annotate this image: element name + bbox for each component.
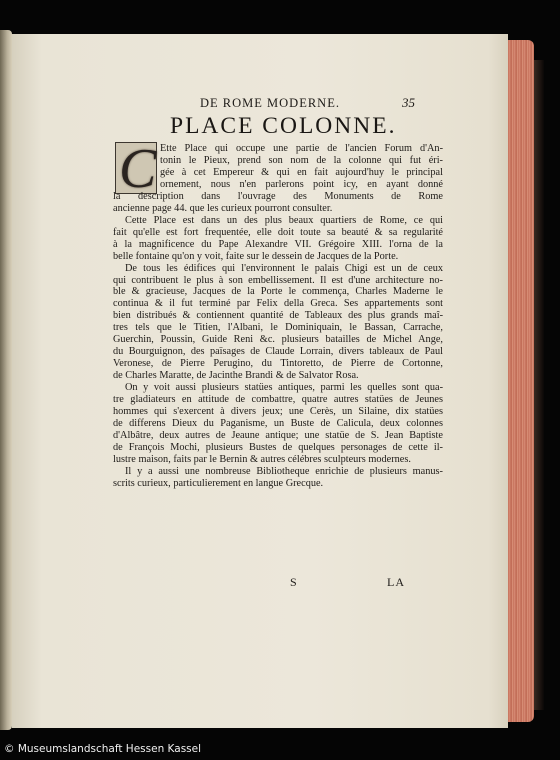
text-line [113, 430, 443, 442]
text-line [113, 263, 443, 275]
text-line [113, 239, 443, 251]
page-title: PLACE COLONNE. [170, 113, 397, 139]
text-line-content: Il y a aussi une nombreuse Bibliotheque enrichie de plusieurs manus- [125, 465, 443, 477]
text-line-content: tonin le Pieux, prend son nom de la colonne qui fut éri- [160, 155, 443, 166]
text-line-content: d'Albâtre, deux autres de Jeaune antique; une statüe de S. Jean Baptiste [113, 429, 443, 441]
text-line-content: la description dans l'ouvrage des Monuments de Rome [113, 190, 443, 202]
text-line [113, 454, 443, 466]
text-line-content: scrits curieux, particulierement en langue Grecque. [113, 477, 324, 489]
signature-mark: S [290, 575, 298, 589]
initial-letter: C [119, 138, 157, 200]
decorated-initial [115, 138, 157, 200]
left-page-edge [0, 30, 12, 730]
catchword: LA [387, 575, 405, 589]
text-line [113, 298, 443, 310]
text-line-content: continua & il fut terminé par Felix della Greca. Ses appartements sont [113, 298, 443, 310]
first-line [160, 143, 443, 155]
text-line [113, 191, 443, 203]
text-line [113, 322, 443, 334]
text-line-content: ble & gracieuse, Jacques de la Porte le commença, Charles Maderne le [113, 286, 443, 298]
text-line [113, 310, 443, 322]
text-line-content: fait qu'elle est fort frequentée, elle doit toute sa beauté & sa regularité [113, 226, 443, 238]
text-line [113, 203, 443, 215]
text-line-content: de François Mochi, plusieurs Bustes de quelques personages de cette il- [113, 441, 443, 453]
text-line [160, 167, 443, 179]
text-line [113, 346, 443, 358]
text-line [113, 442, 443, 454]
text-line-content: tre gladiateurs en attitude de combattre, quatre autres statües de Jeunes [113, 394, 443, 405]
text-line-content: ornement, nous n'en parlerons point icy, en ayant donné [160, 178, 443, 190]
text-line-content: hommes qui s'exercent à divers jeux; une Cerès, un Silaine, dix statües [113, 405, 443, 417]
text-line [113, 394, 443, 406]
copyright-credit: © Museumslandschaft Hessen Kassel [4, 743, 202, 755]
text-line [113, 286, 443, 298]
text-line [113, 334, 443, 346]
page-number: 35 [402, 95, 415, 110]
text-line-content: à la magnificence du Pape Alexandre VII. Grégoire XIII. l'orna de la [113, 238, 443, 250]
text-line-content: Guerchin, Poussin, Guide Reni &c. plusieurs batailles de Michel Ange, [113, 334, 443, 346]
text-line [113, 478, 443, 490]
text-line [113, 406, 443, 418]
text-line-content: Veronese, de Pierre Perugino, du Tintoretto, de Pierre de Cortonne, [113, 358, 443, 370]
text-line-content: de Charles Maratte, de Jacinthe Brandi & de Salvator Rosa. [113, 370, 359, 382]
text-line-content: tres tels que le Titien, l'Albani, le Dominiquain, le Bassan, Carrache, [113, 322, 443, 334]
text-line-content: ancienne page 44. que les curieux pourront consulter. [113, 202, 333, 214]
text-line [113, 251, 443, 263]
text-line [113, 358, 443, 370]
text-line-content: qui contribuent le plus à son embellissement. Il est d'une architecture no- [113, 274, 443, 286]
text-line [113, 382, 443, 394]
text-line-content: On y voit aussi plusieurs statües antiques, parmi les quelles sont qua- [125, 382, 443, 393]
text-line-content: de differens Dieux du Paganisme, un Buste de Calicula, deux colonnes [113, 417, 443, 429]
text-line [113, 370, 443, 382]
text-line [160, 155, 443, 167]
text-line-content: bien distribués & contiennent quantité de Tableaux des plus grands maî- [113, 310, 443, 322]
running-head: DE ROME MODERNE. [200, 96, 340, 110]
text-line-content: belle fontaine qu'on y voit, faite sur le dessein de Jacques de la Porte. [113, 250, 399, 262]
text-line-content: lustre maison, faits par le Bernin & autres célébres sculpteurs modernes. [113, 453, 411, 465]
text-line [113, 227, 443, 239]
text-line-content: du Bourguignon, des païsages de Claude Lorrain, divers tableaux de Paul [113, 346, 443, 358]
text-line [113, 215, 443, 227]
fore-edge-shadow [534, 60, 544, 710]
text-line: Ette Place qui occupe une partie de l'ancien Forum d'An- [160, 143, 443, 154]
text-line-content: gée à cet Empereur & qui en fait aujourd'huy le principal [160, 166, 443, 178]
text-line [113, 275, 443, 287]
text-line [113, 466, 443, 478]
text-line-content: De tous les édifices qui l'environnent le palais Chigi est un de ceux [125, 262, 443, 274]
text-line [113, 418, 443, 430]
red-fore-edge [508, 40, 534, 722]
text-line [160, 179, 443, 191]
text-line-content: Cette Place est dans un des plus beaux quartiers de Rome, ce qui [125, 214, 443, 226]
